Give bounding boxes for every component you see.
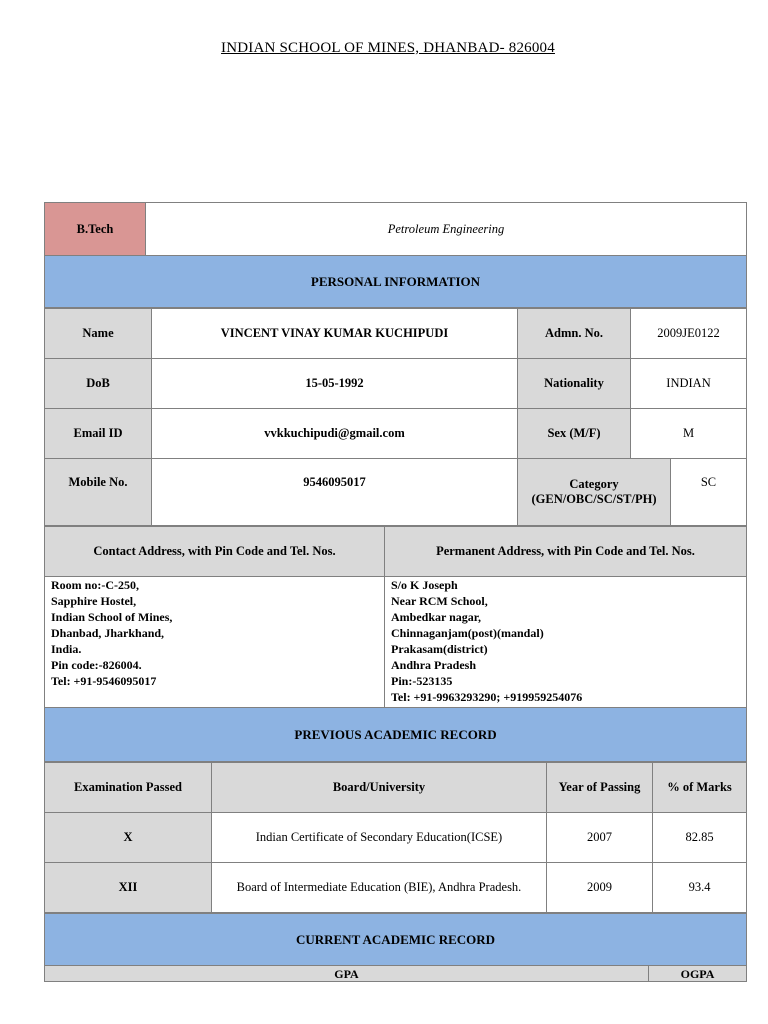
nationality-label: Nationality <box>518 359 631 409</box>
name-label: Name <box>45 309 152 359</box>
permanent-address-line: Ambedkar nagar, <box>391 610 482 624</box>
program-table <box>44 202 747 308</box>
current-academic-heading: CURRENT ACADEMIC RECORD <box>45 914 747 966</box>
permanent-address-line: S/o K Joseph <box>391 578 458 592</box>
previous-academic-table <box>44 762 747 913</box>
year-cell: 2009 <box>547 863 653 913</box>
contact-address-line: Sapphire Hostel, <box>51 594 137 608</box>
contact-address-line: Tel: +91-9546095017 <box>51 674 157 688</box>
dob-label: DoB <box>45 359 152 409</box>
contact-address-line: Pin code:-826004. <box>51 658 142 672</box>
gpa-label: GPA <box>45 966 649 982</box>
contact-address-line: Dhanbad, Jharkhand, <box>51 626 165 640</box>
degree-cell: B.Tech <box>45 203 146 256</box>
current-academic-table <box>44 913 747 982</box>
category-label-line2: (GEN/OBC/SC/ST/PH) <box>531 492 657 506</box>
contact-address <box>45 577 385 708</box>
admn-no-label: Admn. No. <box>518 309 631 359</box>
category-value: SC <box>671 459 747 526</box>
sex-value: M <box>631 409 747 459</box>
personal-info-table <box>44 308 747 526</box>
year-header: Year of Passing <box>547 763 653 813</box>
table-row <box>45 863 747 913</box>
contact-address-line: Room no:-C-250, <box>51 578 139 592</box>
marks-header: % of Marks <box>653 763 747 813</box>
permanent-address-line: Tel: +91-9963293290; +919959254076 <box>391 690 583 704</box>
permanent-address-line: Andhra Pradesh <box>391 658 477 672</box>
permanent-address-header: Permanent Address, with Pin Code and Tel. Nos. <box>385 527 747 577</box>
exam-cell: XII <box>45 863 212 913</box>
name-value: VINCENT VINAY KUMAR KUCHIPUDI <box>152 309 518 359</box>
permanent-address-line: Prakasam(district) <box>391 642 488 656</box>
email-label: Email ID <box>45 409 152 459</box>
marks-cell: 93.4 <box>653 863 747 913</box>
contact-address-line: Indian School of Mines, <box>51 610 173 624</box>
personal-info-heading: PERSONAL INFORMATION <box>45 256 747 308</box>
category-label-line1: Category <box>569 477 619 491</box>
permanent-address-line: Chinnaganjam(post)(mandal) <box>391 626 544 640</box>
mobile-label: Mobile No. <box>45 459 152 526</box>
board-cell: Indian Certificate of Secondary Education(ICSE) <box>212 813 547 863</box>
contact-address-line: India. <box>51 642 82 656</box>
resume-form <box>44 202 746 980</box>
category-label <box>518 459 671 526</box>
year-cell: 2007 <box>547 813 653 863</box>
email-value: vvkkuchipudi@gmail.com <box>152 409 518 459</box>
document-title: INDIAN SCHOOL OF MINES, DHANBAD- 826004 <box>221 40 555 56</box>
sex-label: Sex (M/F) <box>518 409 631 459</box>
exam-cell: X <box>45 813 212 863</box>
contact-address-header: Contact Address, with Pin Code and Tel. Nos. <box>45 527 385 577</box>
permanent-address-line: Near RCM School, <box>391 594 488 608</box>
ogpa-label: OGPA <box>649 966 747 982</box>
marks-cell: 82.85 <box>653 813 747 863</box>
admn-no-value: 2009JE0122 <box>631 309 747 359</box>
address-table <box>44 526 747 762</box>
nationality-value: INDIAN <box>631 359 747 409</box>
branch-cell: Petroleum Engineering <box>146 203 747 256</box>
dob-value: 15-05-1992 <box>152 359 518 409</box>
exam-header: Examination Passed <box>45 763 212 813</box>
mobile-value: 9546095017 <box>152 459 518 526</box>
table-row <box>45 813 747 863</box>
board-cell: Board of Intermediate Education (BIE), Andhra Pradesh. <box>212 863 547 913</box>
permanent-address <box>385 577 747 708</box>
previous-academic-heading: PREVIOUS ACADEMIC RECORD <box>45 708 747 762</box>
board-header: Board/University <box>212 763 547 813</box>
permanent-address-line: Pin:-523135 <box>391 674 453 688</box>
